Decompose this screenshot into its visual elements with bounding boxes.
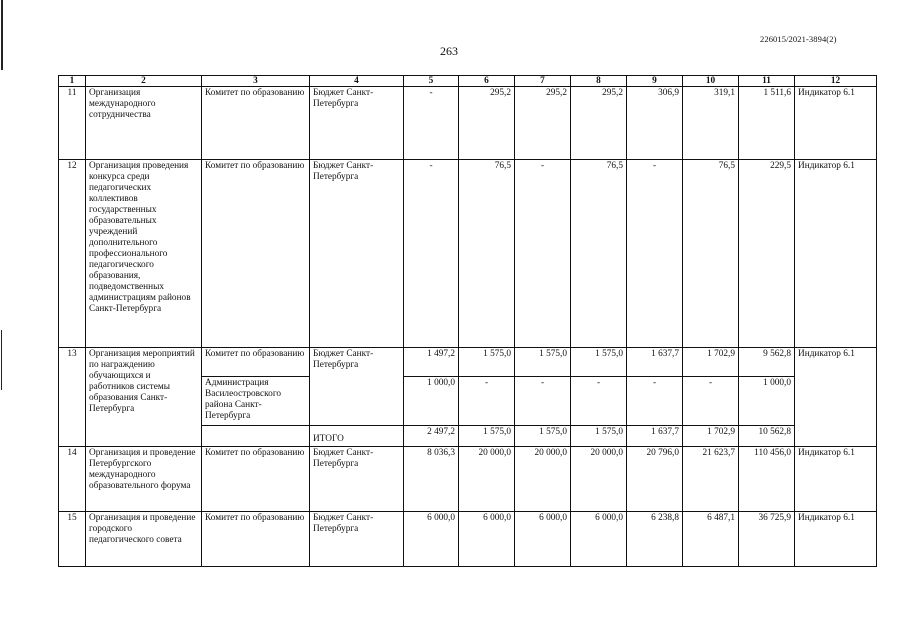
value-cell: 295,2 — [515, 87, 571, 160]
value-cell: 1 575,0 — [515, 348, 571, 377]
program-table — [58, 75, 877, 567]
value-cell: 20 000,0 — [515, 447, 571, 512]
table-row — [59, 512, 877, 567]
column-header: 6 — [459, 76, 515, 87]
row-number: 12 — [59, 160, 86, 348]
value-cell: 6 487,1 — [683, 512, 739, 567]
value-cell: 1 702,9 — [683, 348, 739, 377]
executor: Комитет по образованию — [202, 87, 310, 160]
document-number: 226015/2021-3894(2) — [760, 34, 837, 44]
value-cell: 1 702,9 — [683, 426, 739, 447]
value-cell: 6 238,8 — [627, 512, 683, 567]
binding-mark-top — [1, 0, 3, 70]
value-cell: 36 725,9 — [739, 512, 795, 567]
value-cell: 295,2 — [571, 87, 627, 160]
value-cell: 1 575,0 — [571, 348, 627, 377]
row-number: 13 — [59, 348, 86, 447]
executor: Комитет по образованию — [202, 512, 310, 567]
value-cell: 21 623,7 — [683, 447, 739, 512]
value-cell: 6 000,0 — [459, 512, 515, 567]
total-label: ИТОГО — [310, 426, 404, 447]
value-cell: 1 637,7 — [627, 348, 683, 377]
value-cell: - — [404, 87, 459, 160]
activity-name: Организация мероприятий по награждению обучающихся и работников системы образования Санкт-Петербурга — [86, 348, 202, 447]
column-header: 11 — [739, 76, 795, 87]
value-cell: 10 562,8 — [739, 426, 795, 447]
column-header: 1 — [59, 76, 86, 87]
row-number: 11 — [59, 87, 86, 160]
executor: Комитет по образованию — [202, 447, 310, 512]
value-cell: 76,5 — [683, 160, 739, 348]
column-header: 4 — [310, 76, 404, 87]
value-cell: 295,2 — [459, 87, 515, 160]
activity-name: Организация международного сотрудничества — [86, 87, 202, 160]
table-row — [59, 160, 877, 348]
value-cell: 8 036,3 — [404, 447, 459, 512]
indicator: Индикатор 6.1 — [795, 447, 877, 512]
column-header: 8 — [571, 76, 627, 87]
value-cell: 1 637,7 — [627, 426, 683, 447]
column-header: 9 — [627, 76, 683, 87]
table-row — [59, 348, 877, 377]
indicator: Индикатор 6.1 — [795, 160, 877, 348]
funding-source: Бюджет Санкт-Петербурга — [310, 512, 404, 567]
value-cell: 76,5 — [571, 160, 627, 348]
header-row — [59, 76, 877, 87]
value-cell: 306,9 — [627, 87, 683, 160]
value-cell: 1 575,0 — [515, 426, 571, 447]
funding-source: Бюджет Санкт-Петербурга — [310, 348, 404, 426]
value-cell: 110 456,0 — [739, 447, 795, 512]
value-cell: 1 575,0 — [459, 348, 515, 377]
value-cell: - — [683, 377, 739, 426]
value-cell: 1 000,0 — [739, 377, 795, 426]
value-cell: 9 562,8 — [739, 348, 795, 377]
executor: Администрация Василеостровского района Санкт-Петербурга — [202, 377, 310, 426]
value-cell: 6 000,0 — [515, 512, 571, 567]
executor-empty — [202, 426, 310, 447]
value-cell: - — [627, 160, 683, 348]
column-header: 10 — [683, 76, 739, 87]
column-header: 2 — [86, 76, 202, 87]
row-number: 15 — [59, 512, 86, 567]
value-cell: 1 000,0 — [404, 377, 459, 426]
column-header: 12 — [795, 76, 877, 87]
value-cell: - — [404, 160, 459, 348]
indicator: Индикатор 6.1 — [795, 348, 877, 447]
table-row — [59, 447, 877, 512]
value-cell: 1 511,6 — [739, 87, 795, 160]
value-cell: 6 000,0 — [404, 512, 459, 567]
activity-name: Организация проведения конкурса среди педагогических коллективов государственных образовательных учреждений дополнительного профессионального педагогического образования, подведомственных администрациям районов Санкт-Петербурга — [86, 160, 202, 348]
value-cell: 1 497,2 — [404, 348, 459, 377]
value-cell: 2 497,2 — [404, 426, 459, 447]
table-row — [59, 87, 877, 160]
funding-source: Бюджет Санкт-Петербурга — [310, 160, 404, 348]
executor: Комитет по образованию — [202, 348, 310, 377]
value-cell: - — [627, 377, 683, 426]
page-number: 263 — [440, 44, 458, 58]
funding-source: Бюджет Санкт-Петербурга — [310, 447, 404, 512]
value-cell: - — [515, 377, 571, 426]
column-header: 3 — [202, 76, 310, 87]
indicator: Индикатор 6.1 — [795, 512, 877, 567]
activity-name: Организация и проведение городского педагогического совета — [86, 512, 202, 567]
value-cell: 1 575,0 — [571, 426, 627, 447]
row-number: 14 — [59, 447, 86, 512]
value-cell: 1 575,0 — [459, 426, 515, 447]
indicator: Индикатор 6.1 — [795, 87, 877, 160]
value-cell: 319,1 — [683, 87, 739, 160]
value-cell: - — [571, 377, 627, 426]
value-cell: - — [515, 160, 571, 348]
activity-name: Организация и проведение Петербургского международного образовательного форума — [86, 447, 202, 512]
value-cell: 20 796,0 — [627, 447, 683, 512]
value-cell: 20 000,0 — [459, 447, 515, 512]
value-cell: - — [459, 377, 515, 426]
executor: Комитет по образованию — [202, 160, 310, 348]
column-header: 5 — [404, 76, 459, 87]
value-cell: 76,5 — [459, 160, 515, 348]
funding-source: Бюджет Санкт-Петербурга — [310, 87, 404, 160]
column-header: 7 — [515, 76, 571, 87]
binding-mark-mid — [1, 330, 2, 390]
value-cell: 229,5 — [739, 160, 795, 348]
value-cell: 6 000,0 — [571, 512, 627, 567]
value-cell: 20 000,0 — [571, 447, 627, 512]
